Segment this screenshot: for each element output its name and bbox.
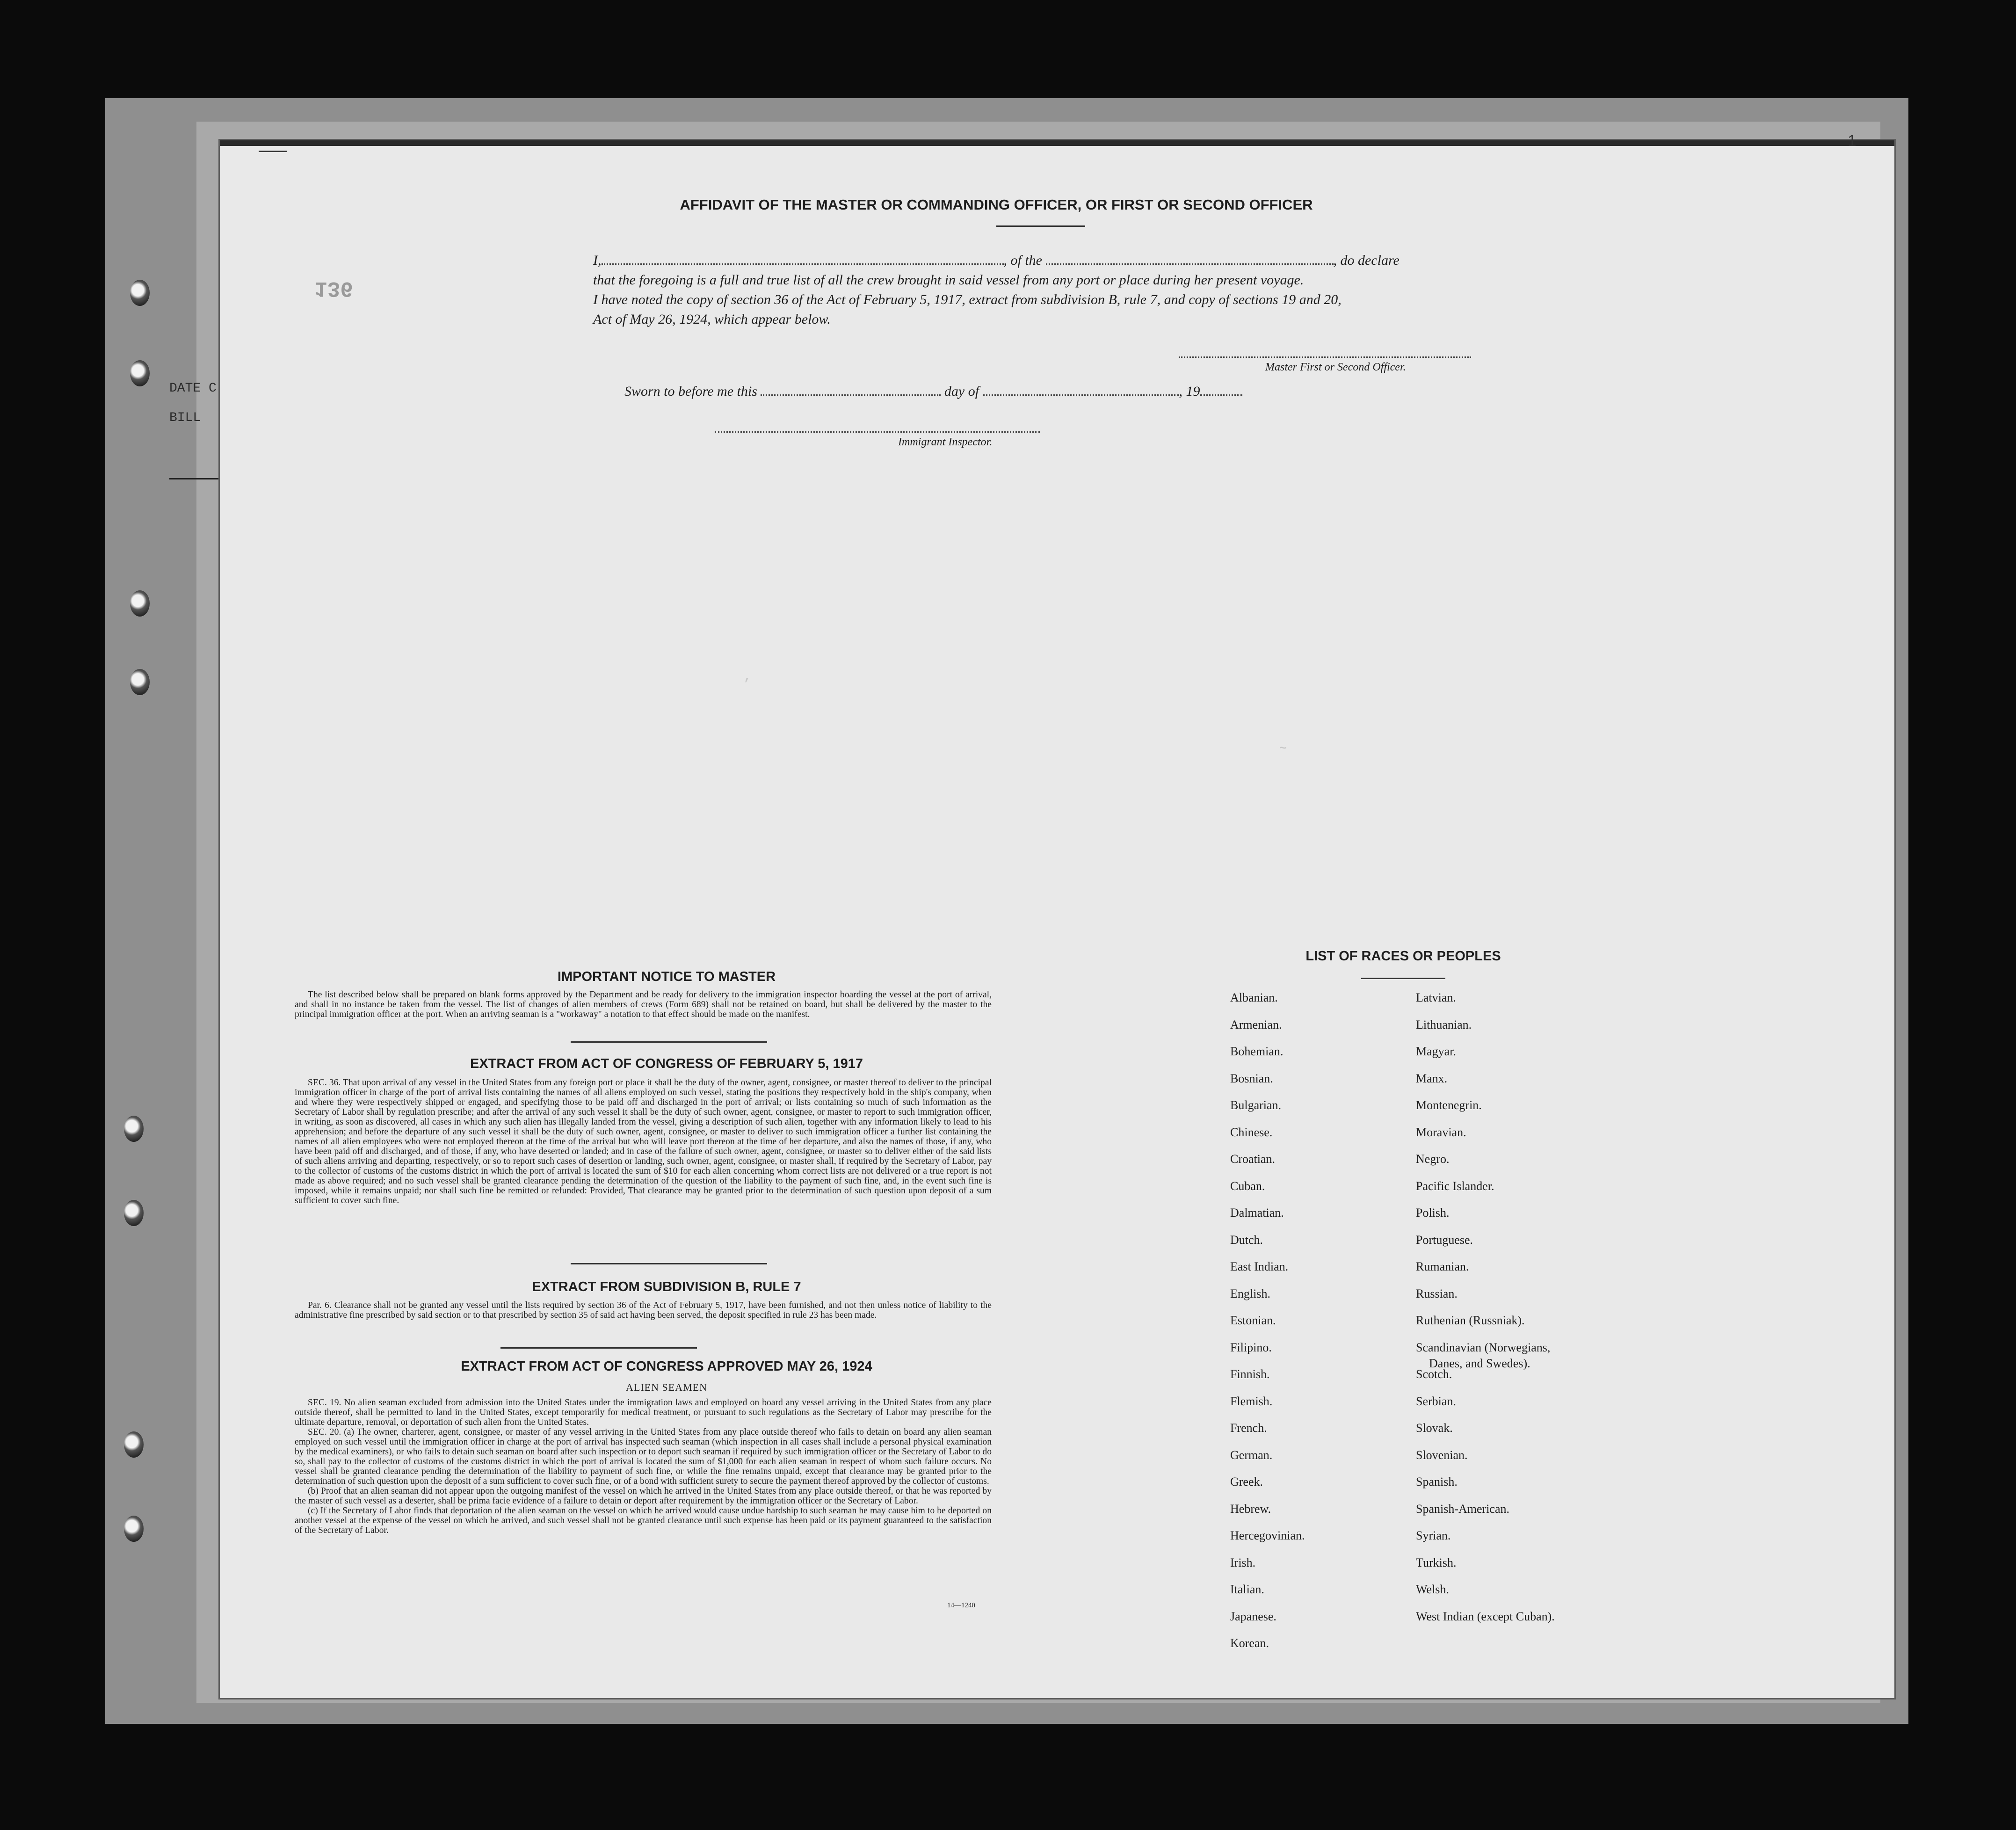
race-item: Rumanian. [1416, 1260, 1469, 1273]
day-of-label: day of [944, 384, 979, 399]
race-item: French. [1230, 1421, 1267, 1435]
section-20a-paragraph: SEC. 20. (a) The owner, charterer, agent, consignee, or master of any vessel arriving in the United States from any place outside thereof who fails to detain on board any alien seaman employed on such vessel until the immigration officer in charge at the port of arrival has inspected such seaman (which inspection in all cases shall include a personal physical examination by the medical examiners), or who fails to detain such seaman on board after such inspection or to deport such seaman if required by such immigration officer or the Secretary of Labor to do so, shall pay to the collector of customs of the customs district in which the port of arrival is located the sum of $1,000 for each alien seaman in respect of whom such failure occurs. No vessel shall be granted clearance pending the determination of the liability to payment of such fine, or while the fine remains unpaid, except that clearance may be granted prior to the determination of such question upon the deposit of a sum sufficient to cover such fine, or of a bond with sufficient surety to secure the payment thereof approved by the collector of customs. [295, 1427, 992, 1486]
binder-hole-icon [130, 280, 150, 306]
race-item: Russian. [1416, 1286, 1458, 1300]
side-label-date: DATE C [169, 381, 217, 396]
race-item: Scandinavian (Norwegians, [1416, 1340, 1551, 1354]
races-title-rule [1361, 978, 1445, 979]
race-item: Welsh. [1416, 1583, 1449, 1596]
affidavit-of-the: , of the [1003, 253, 1042, 268]
race-item: East Indian. [1230, 1260, 1289, 1273]
race-item: Moravian. [1416, 1125, 1466, 1139]
affidavit-title-rule [996, 225, 1085, 227]
affidavit-do-declare: , do declare [1333, 253, 1400, 268]
race-item: Pacific Islander. [1416, 1179, 1494, 1193]
binder-hole-icon [130, 669, 150, 695]
race-item: Albanian. [1230, 991, 1278, 1004]
races-title: LIST OF RACES OR PEOPLES [1305, 949, 1501, 964]
race-item: Latvian. [1416, 991, 1456, 1004]
affidavit-title: AFFIDAVIT OF THE MASTER OR COMMANDING OFFICER, OR FIRST OR SECOND OFFICER [680, 196, 1313, 213]
race-item: Finnish. [1230, 1367, 1270, 1381]
rule7-paragraph: Par. 6. Clearance shall not be granted any vessel until the lists required by section 36 of the Act of February 5, 1917, have been furnished, and not then unless notice of liability to the administrative fine prescribed by said section or to that prescribed by section 35 of said act having been served, the deposit specified in rule 23 has been made. [295, 1300, 992, 1320]
race-item: Slovenian. [1416, 1448, 1468, 1462]
side-label-bill: BILL [169, 411, 201, 425]
race-item: Estonian. [1230, 1314, 1276, 1327]
race-item: Turkish. [1416, 1555, 1457, 1569]
race-item: Magyar. [1416, 1045, 1456, 1058]
page-top-edge [220, 140, 1894, 146]
sworn-label: Sworn to before me this [624, 384, 757, 399]
race-item: Serbian. [1416, 1394, 1456, 1408]
race-item: Bosnian. [1230, 1071, 1273, 1085]
bleed-mark: ~ [1279, 741, 1287, 755]
section-20b-paragraph: (b) Proof that an alien seaman did not appear upon the outgoing manifest of the vessel on which he arrived in the United States from any place outside thereof, or that he was reported by the master of such vessel as a deserter, shall be prima facie evidence of a failure to detain or deport after requirement by the immigration officer or the Secretary of Labor. [295, 1486, 992, 1506]
race-item: German. [1230, 1448, 1273, 1462]
race-item: Syrian. [1416, 1529, 1451, 1542]
race-item: Dalmatian. [1230, 1206, 1284, 1220]
binder-hole-icon [130, 360, 150, 386]
binder-hole-icon [124, 1200, 144, 1226]
affidavit-i: I, [593, 253, 602, 268]
affidavit-line2: that the foregoing is a full and true list of all the crew brought in said vessel from any port or place during her present voyage. [593, 272, 1304, 288]
race-item: Bulgarian. [1230, 1098, 1282, 1112]
affidavit-line1 [593, 253, 1400, 269]
binder-hole-icon [130, 590, 150, 617]
section-20c-paragraph: (c) If the Secretary of Labor finds that deportation of the alien seaman on the vessel on which he arrived would cause undue hardship to such seaman he may cause him to be deported on another vessel at the expense of the vessel on which he arrived, and such vessel shall not be granted clearance until such expense has been paid or its payment guaranteed to the satisfaction of the Secretary of Labor. [295, 1506, 992, 1535]
extract-1917-title: EXTRACT FROM ACT OF CONGRESS OF FEBRUARY 5, 1917 [470, 1056, 863, 1071]
race-item: Ruthenian (Russniak). [1416, 1314, 1525, 1327]
section-36-paragraph: SEC. 36. That upon arrival of any vessel in the United States from any foreign port or place it shall be the duty of the owner, agent, consignee, or master thereof to deliver to the principal immigration officer in charge of the port of arrival lists containing the names of all aliens employed on such vessel, stating the positions they respectively hold in the ship's company, when and where they were respectively shipped or engaged, and specifying those to be paid off and discharged in the port of arrival; or lists containing so much of such information as the Secretary of Labor shall by regulation prescribe; and after the arrival of any such vessel it shall be the duty of such owner, agent, consignee, or master to report to such immigration officer, in writing, as soon as discovered, all cases in which any such alien has illegally landed from the vessel, giving a description of such alien, together with any information likely to lead to his apprehension; and before the departure of any such vessel it shall be the duty of such owner, agent, consignee, or master to deliver to such immigration officer a further list containing the names of all alien employees who were not employed thereon at the time of the arrival but who will leave port thereon at the time of her departure, and also the names of those, if any, who have been paid off and discharged, and of those, if any, who have deserted or landed; and in case of the failure of such owner, agent, consignee, or master so to deliver either of the said lists of such aliens arriving and departing, respectively, or so to report such cases of desertion or landing, such owner, agent, consignee, or master shall, if required by the Secretary of Labor, pay to the collector of customs of the customs district in which the port of arrival is located the sum of $10 for each alien concerning whom correct lists are not delivered or a true report is not made as above required; and no such vessel shall be granted clearance pending the determination of the question of the liability to the payment of such fine, and, in the event such fine is imposed, while it remains unpaid; nor shall such fine be remitted or refunded: Provided, That clearance may be granted prior to the determination of such question upon deposit of a sum sufficient to cover such fine. [295, 1078, 992, 1205]
race-item: Chinese. [1230, 1125, 1273, 1139]
race-item: Italian. [1230, 1583, 1264, 1596]
corner-mark: 1 [1848, 132, 1856, 150]
race-item: Spanish. [1416, 1475, 1458, 1489]
race-item: Manx. [1416, 1071, 1448, 1085]
master-signature-caption: Master First or Second Officer. [1265, 361, 1406, 373]
race-item: Slovak. [1416, 1421, 1453, 1435]
margin-rule [169, 478, 221, 479]
race-item: Hercegovinian. [1230, 1529, 1305, 1542]
race-item: Irish. [1230, 1555, 1256, 1569]
race-item: Korean. [1230, 1636, 1269, 1650]
races-left-column [1230, 991, 1394, 1660]
race-item: West Indian (except Cuban). [1416, 1609, 1555, 1623]
race-item: Negro. [1416, 1152, 1450, 1166]
race-item: Japanese. [1230, 1609, 1276, 1623]
extract-rule7-rule [500, 1347, 697, 1349]
bleed-mark: , [744, 670, 751, 684]
notice-text [295, 990, 992, 1019]
race-item: Bohemian. [1230, 1045, 1284, 1058]
race-item: Hebrew. [1230, 1502, 1271, 1516]
inspector-signature-line[interactable] [715, 431, 1040, 433]
race-item: English. [1230, 1286, 1270, 1300]
vessel-blank[interactable] [1046, 261, 1334, 265]
corner-tick [259, 151, 287, 152]
notice-rule [571, 1041, 767, 1043]
race-item: Montenegrin. [1416, 1098, 1482, 1112]
master-signature-line[interactable] [1179, 356, 1471, 358]
race-item: Greek. [1230, 1475, 1263, 1489]
stamp-number: 136 [314, 276, 353, 300]
race-item: Lithuanian. [1416, 1017, 1472, 1031]
notice-title: IMPORTANT NOTICE TO MASTER [557, 969, 776, 984]
binder-hole-icon [124, 1516, 144, 1542]
race-item: Flemish. [1230, 1394, 1273, 1408]
races-right-column [1416, 991, 1650, 1660]
extract-1924-text [295, 1398, 992, 1535]
form-number: 14—1240 [947, 1602, 975, 1609]
extract-1924-title: EXTRACT FROM ACT OF CONGRESS APPROVED MAY 26, 1924 [461, 1359, 872, 1374]
binder-hole-icon [124, 1116, 144, 1142]
race-item: Croatian. [1230, 1152, 1276, 1166]
sworn-line [624, 384, 1242, 399]
section-19-paragraph: SEC. 19. No alien seaman excluded from admission into the United States under the immigration laws and employed on board any vessel arriving in the United States from any place outside thereof, shall be permitted to land in the United States, except temporarily for medical treatment, or pursuant to such regulations as the Secretary of Labor may prescribe for the ultimate departure, removal, or deportation of such alien from the United States. [295, 1398, 992, 1427]
extract-1917-rule [571, 1263, 767, 1264]
month-blank[interactable] [983, 392, 1179, 396]
extract-rule7-text [295, 1300, 992, 1320]
extract-1917-text [295, 1078, 992, 1205]
alien-seamen-subtitle: ALIEN SEAMEN [626, 1381, 707, 1393]
affidavit-line4: Act of May 26, 1924, which appear below. [593, 312, 831, 327]
race-item: Portuguese. [1416, 1233, 1473, 1247]
year-blank[interactable] [1200, 392, 1242, 396]
race-item: Dutch. [1230, 1233, 1263, 1247]
race-item: Cuban. [1230, 1179, 1265, 1193]
race-item: Danes, and Swedes). [1429, 1356, 1530, 1370]
name-blank[interactable] [602, 261, 1004, 265]
extract-rule7-title: EXTRACT FROM SUBDIVISION B, RULE 7 [532, 1279, 801, 1294]
race-item: Spanish-American. [1416, 1502, 1510, 1516]
race-item: Scotch. [1416, 1367, 1452, 1381]
notice-paragraph: The list described below shall be prepared on blank forms approved by the Department and be ready for delivery to the immigration inspector boarding the vessel at the port of arrival, and shall in no instance be taken from the vessel. The list of changes of alien members of crews (Form 689) shall not be retained on board, but shall be delivered by the master to the principal immigration officer at the port. When an arriving seaman is a "workaway" a notation to that effect should be made on the manifest. [295, 990, 992, 1019]
race-item: Polish. [1416, 1206, 1450, 1220]
binder-hole-icon [124, 1431, 144, 1458]
race-item: Filipino. [1230, 1340, 1272, 1354]
year-label: , 19 [1179, 384, 1200, 399]
race-item: Armenian. [1230, 1017, 1282, 1031]
inspector-signature-caption: Immigrant Inspector. [898, 436, 993, 448]
affidavit-line3: I have noted the copy of section 36 of the Act of February 5, 1917, extract from subdivision B, rule 7, and copy of sections 19 and 20, [593, 292, 1342, 307]
sworn-date-blank[interactable] [761, 392, 941, 396]
